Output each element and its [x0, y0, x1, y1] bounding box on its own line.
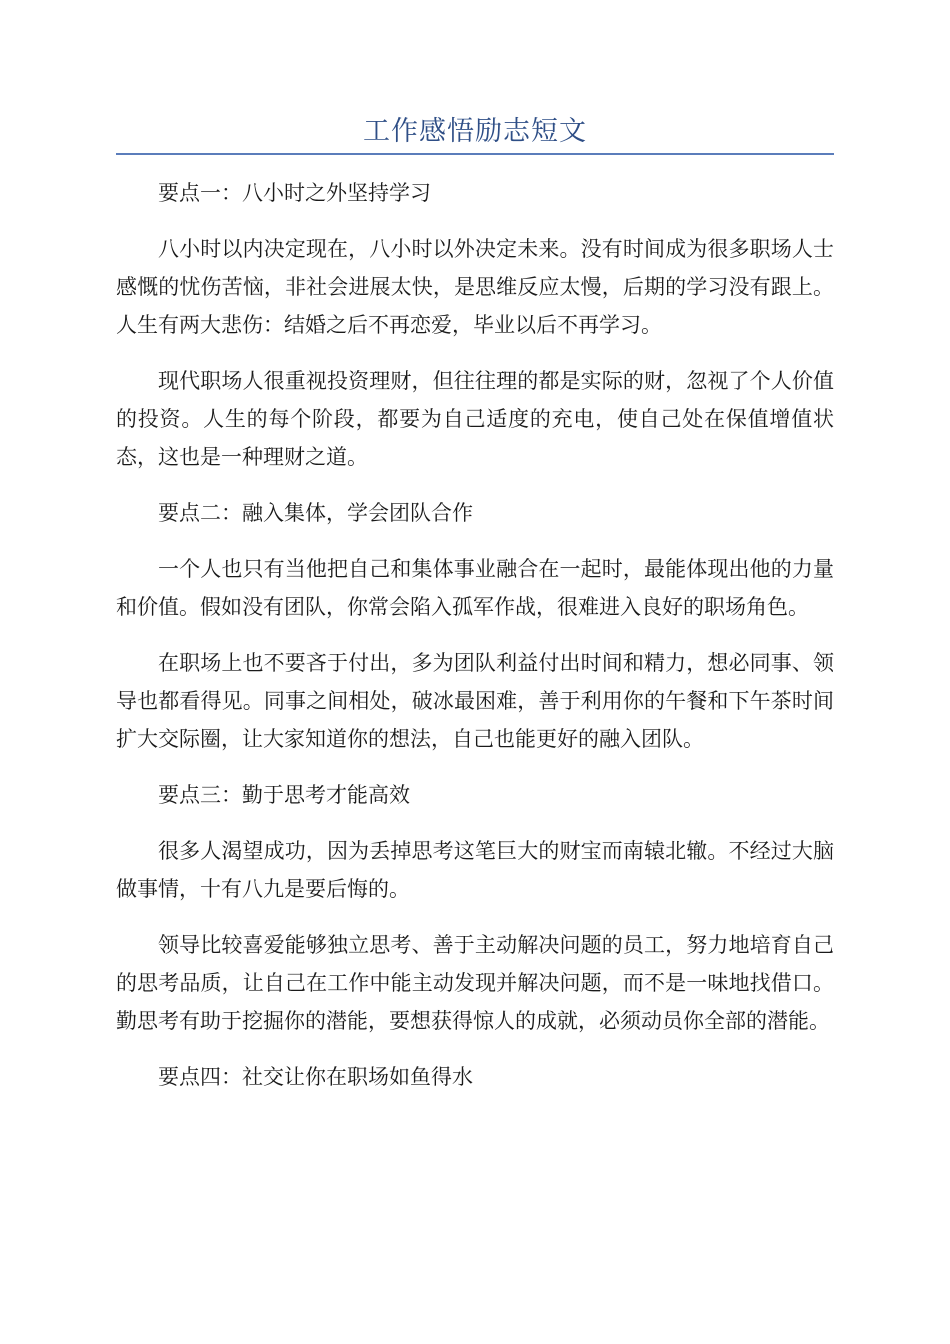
section-heading-1: 要点一：八小时之外坚持学习 — [158, 181, 431, 205]
section-heading-4: 要点四：社交让你在职场如鱼得水 — [158, 1065, 473, 1089]
paragraph: 八小时以内决定现在，八小时以外决定未来。没有时间成为很多职场人士感慨的忧伤苦恼，非社会进展太快，是思维反应太慢，后期的学习没有跟上。人生有两大悲伤：结婚之后不再恋爱，毕业以后不再学习。 — [116, 237, 834, 337]
paragraph: 现代职场人很重视投资理财，但往往理的都是实际的财，忽视了个人价值的投资。人生的每个阶段，都要为自己适度的充电，使自己处在保值增值状态，这也是一种理财之道。 — [116, 369, 834, 469]
title-underline — [116, 153, 834, 155]
paragraph: 领导比较喜爱能够独立思考、善于主动解决问题的员工，努力地培育自己的思考品质，让自己在工作中能主动发现并解决问题，而不是一味地找借口。勤思考有助于挖掘你的潜能，要想获得惊人的成就，必须动员你全部的潜能。 — [116, 933, 834, 1033]
document-title: 工作感悟励志短文 — [363, 116, 587, 147]
paragraph: 很多人渴望成功，因为丢掉思考这笔巨大的财宝而南辕北辙。不经过大脑做事情，十有八九是要后悔的。 — [116, 839, 834, 901]
paragraph: 在职场上也不要吝于付出，多为团队利益付出时间和精力，想必同事、领导也都看得见。同事之间相处，破冰最困难，善于利用你的午餐和下午茶时间扩大交际圈，让大家知道你的想法，自己也能更好的融入团队。 — [116, 651, 834, 751]
section-heading-3: 要点三：勤于思考才能高效 — [158, 783, 410, 807]
paragraph: 一个人也只有当他把自己和集体事业融合在一起时，最能体现出他的力量和价值。假如没有团队，你常会陷入孤军作战，很难进入良好的职场角色。 — [116, 557, 834, 619]
section-heading-2: 要点二：融入集体，学会团队合作 — [158, 501, 473, 525]
document-body — [116, 174, 834, 1114]
